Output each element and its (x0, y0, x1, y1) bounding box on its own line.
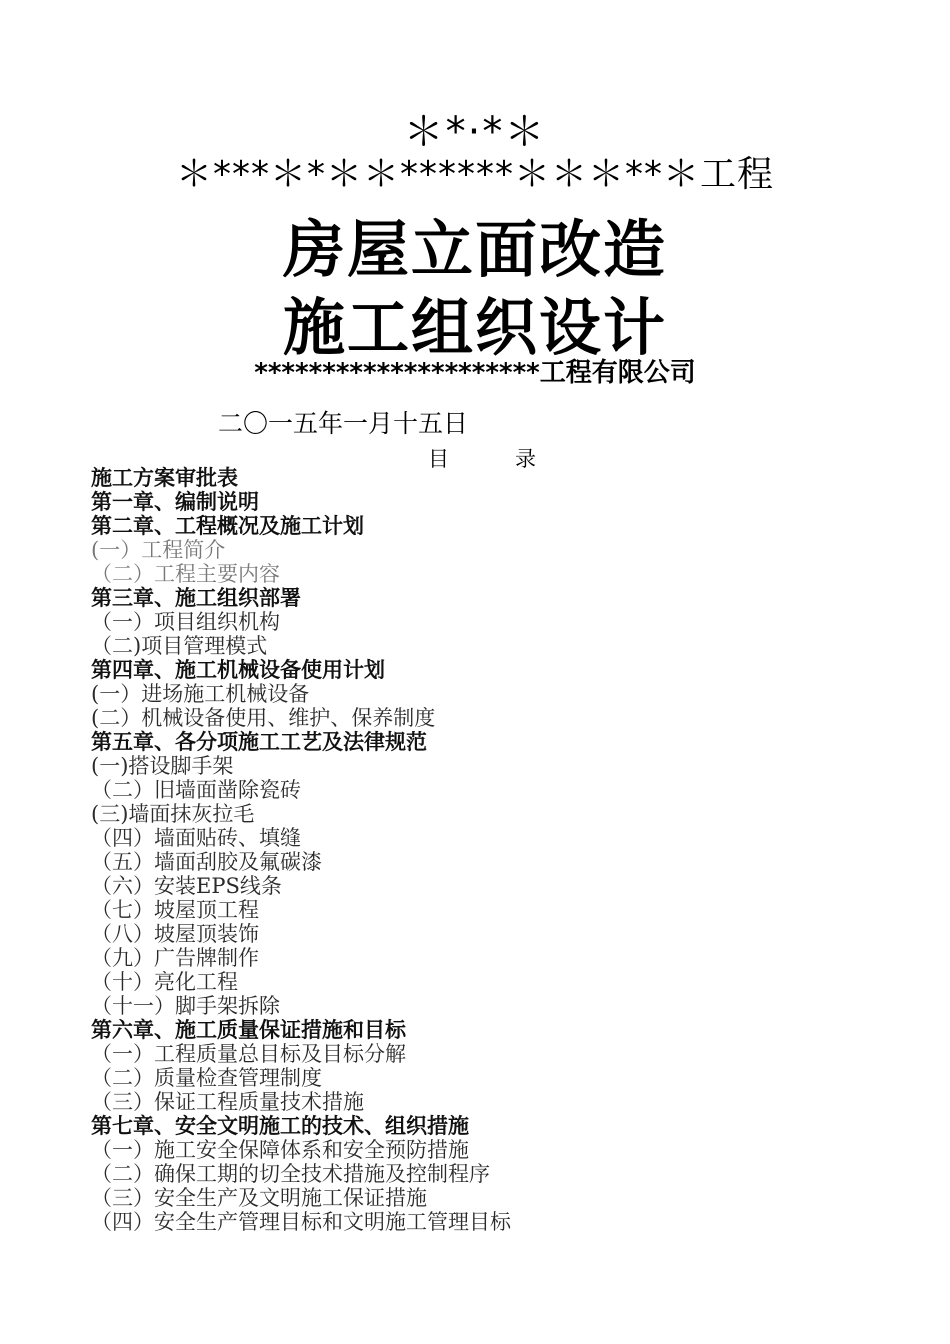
cover-date: 二〇一五年一月十五日 (218, 409, 469, 438)
toc-chapter-entry[interactable]: 第五章、各分项施工工艺及法律规范 (91, 730, 427, 754)
cover-company: *********************工程有限公司 (254, 358, 696, 388)
toc-section-entry[interactable]: （二)项目管理模式 (91, 634, 268, 658)
toc-section-entry[interactable]: （一）工程质量总目标及目标分解 (91, 1042, 406, 1066)
toc-section-entry[interactable]: （五）墙面刮胶及氟碳漆 (91, 850, 322, 874)
toc-chapter-entry[interactable]: 第七章、安全文明施工的技术、组织措施 (91, 1114, 469, 1138)
toc-section-entry[interactable]: （二）质量检查管理制度 (91, 1066, 322, 1090)
toc-section-entry[interactable]: （六）安装EPS线条 (91, 874, 282, 898)
toc-chapter-entry[interactable]: 施工方案审批表 (91, 466, 238, 490)
toc-section-entry[interactable]: (一）工程简介 (91, 538, 226, 562)
toc-heading-left: 目 (428, 447, 449, 471)
toc-section-entry[interactable]: （二）确保工期的切全技术措施及控制程序 (91, 1162, 490, 1186)
cover-title-line1: 房屋立面改造 (282, 213, 667, 286)
toc-section-entry[interactable]: (二）机械设备使用、维护、保养制度 (91, 706, 436, 730)
toc-section-entry[interactable]: （十一）脚手架拆除 (91, 994, 280, 1018)
toc-section-entry[interactable]: (一)搭设脚手架 (91, 754, 234, 778)
toc-section-entry[interactable]: (三)墙面抹灰拉毛 (91, 802, 255, 826)
toc-section-entry[interactable]: （三）安全生产及文明施工保证措施 (91, 1186, 427, 1210)
toc-section-entry[interactable]: （七）坡屋顶工程 (91, 898, 259, 922)
toc-section-entry[interactable]: （三）保证工程质量技术措施 (91, 1090, 364, 1114)
toc-chapter-entry[interactable]: 第四章、施工机械设备使用计划 (91, 658, 385, 682)
toc-section-entry[interactable]: （九）广告牌制作 (91, 946, 259, 970)
toc-section-entry[interactable]: （四）安全生产管理目标和文明施工管理目标 (91, 1210, 511, 1234)
toc-section-entry[interactable]: （四）墙面贴砖、填缝 (91, 826, 301, 850)
toc-heading-right: 录 (515, 447, 536, 471)
toc-list (91, 466, 891, 1234)
toc-chapter-entry[interactable]: 第二章、工程概况及施工计划 (91, 514, 364, 538)
toc-chapter-entry[interactable]: 第一章、编制说明 (91, 490, 259, 514)
toc-section-entry[interactable]: (一）进场施工机械设备 (91, 682, 310, 706)
cover-stars-line: ＊*·*＊ (403, 109, 547, 155)
toc-section-entry[interactable]: （二）旧墙面凿除瓷砖 (91, 778, 301, 802)
toc-section-entry[interactable]: （一）施工安全保障体系和安全预防措施 (91, 1138, 469, 1162)
toc-section-entry[interactable]: （二）工程主要内容 (91, 562, 280, 586)
cover-title-line2: 施工组织设计 (282, 291, 667, 364)
toc-section-entry[interactable]: （十）亮化工程 (91, 970, 238, 994)
cover-project-line: ＊***＊*＊＊******＊＊＊**＊工程 (175, 154, 774, 195)
toc-chapter-entry[interactable]: 第六章、施工质量保证措施和目标 (91, 1018, 406, 1042)
toc-section-entry[interactable]: （一）项目组织机构 (91, 610, 280, 634)
toc-section-entry[interactable]: （八）坡屋顶装饰 (91, 922, 259, 946)
toc-chapter-entry[interactable]: 第三章、施工组织部署 (91, 586, 301, 610)
